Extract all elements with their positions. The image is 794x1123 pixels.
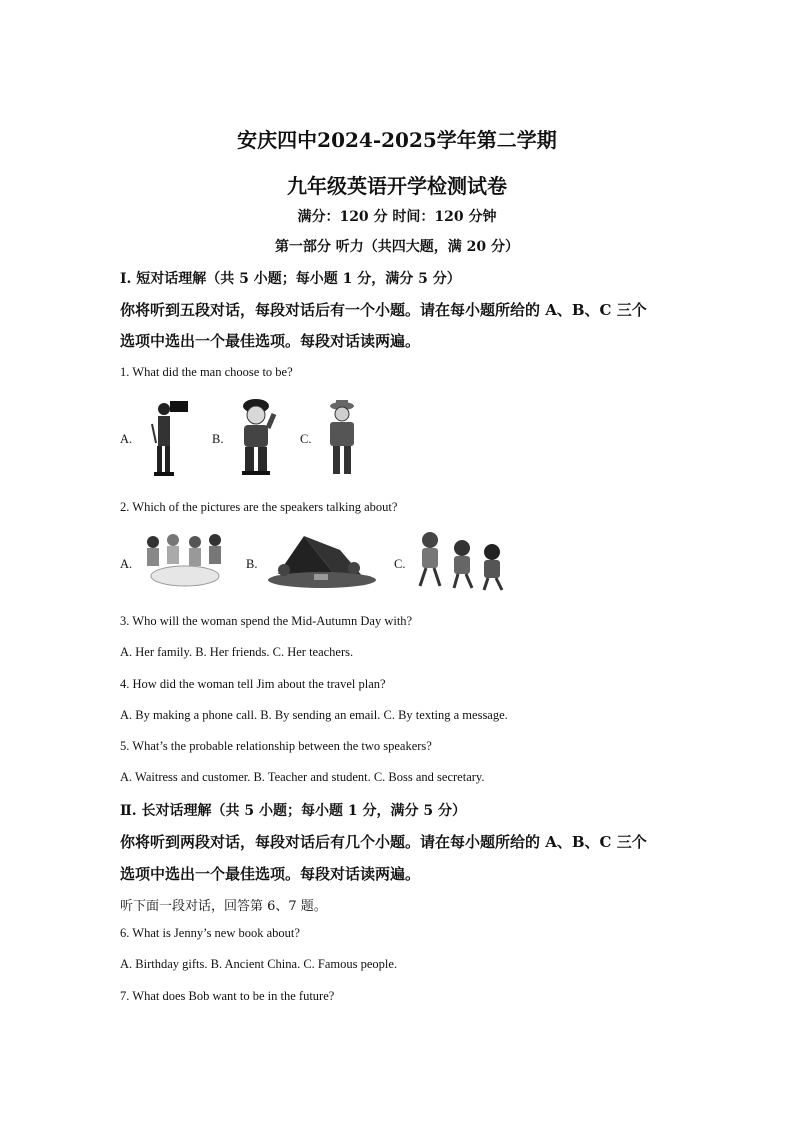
question-4-options: A. By making a phone call. B. By sending an email. C. By texting a message. — [120, 708, 508, 722]
q1-option-a-label: A. — [120, 432, 133, 446]
question-2: 2. Which of the pictures are the speakers talking about? — [120, 500, 398, 514]
kids-running-picture — [412, 528, 510, 592]
question-6-options: A. Birthday gifts. B. Ancient China. C. Famous people. — [120, 957, 398, 971]
question-5: 5. What’s the probable relationship between the two speakers? — [120, 739, 432, 753]
section2-heading: Ⅱ. 长对话理解（共 5 小题；每小题 1 分，满分 5 分） — [120, 803, 467, 819]
score-time: 满分：120 分 时间：120 分钟 — [297, 209, 497, 225]
q1-option-c-label: C. — [300, 432, 312, 446]
section1-heading: Ⅰ. 短对话理解（共 5 小题；每小题 1 分，满分 5 分） — [120, 271, 461, 287]
exam-title-line1: 安庆四中2024-2025学年第二学期 — [237, 128, 557, 152]
exam-title-line2: 九年级英语开学检测试卷 — [287, 174, 507, 198]
family-dinner-picture — [143, 530, 227, 592]
q1-option-b-label: B. — [212, 432, 224, 446]
section2-instruction-2: 选项中选出一个最佳选项。每段对话读两遍。 — [120, 865, 421, 883]
farmer-picture — [320, 398, 366, 480]
question-4: 4. How did the woman tell Jim about the travel plan? — [120, 677, 386, 691]
section1-instruction-1: 你将听到五段对话，每段对话后有一个小题。请在每小题所给的 A、B、C 三个 — [120, 301, 647, 319]
businessman-picture — [140, 398, 196, 478]
question-1: 1. What did the man choose to be? — [120, 365, 293, 379]
question-3: 3. Who will the woman spend the Mid-Autumn Day with? — [120, 614, 413, 628]
part1-heading: 第一部分 听力（共四大题，满 20 分） — [274, 239, 520, 255]
question-3-options: A. Her family. B. Her friends. C. Her teachers. — [120, 645, 354, 659]
question-5-options: A. Waitress and customer. B. Teacher and student. C. Boss and secretary. — [120, 770, 485, 784]
q2-option-c-label: C. — [394, 557, 406, 571]
police-officer-picture — [230, 398, 284, 478]
camping-picture — [264, 530, 380, 590]
q2-option-a-label: A. — [120, 557, 133, 571]
question-7: 7. What does Bob want to be in the future? — [120, 989, 335, 1003]
sub-instruction: 听下面一段对话，回答第 6、7 题。 — [120, 899, 327, 914]
question-6: 6. What is Jenny’s new book about? — [120, 926, 300, 940]
q2-option-b-label: B. — [246, 557, 258, 571]
section2-instruction-1: 你将听到两段对话，每段对话后有几个小题。请在每小题所给的 A、B、C 三个 — [120, 833, 647, 851]
section1-instruction-2: 选项中选出一个最佳选项。每段对话读两遍。 — [120, 332, 421, 350]
